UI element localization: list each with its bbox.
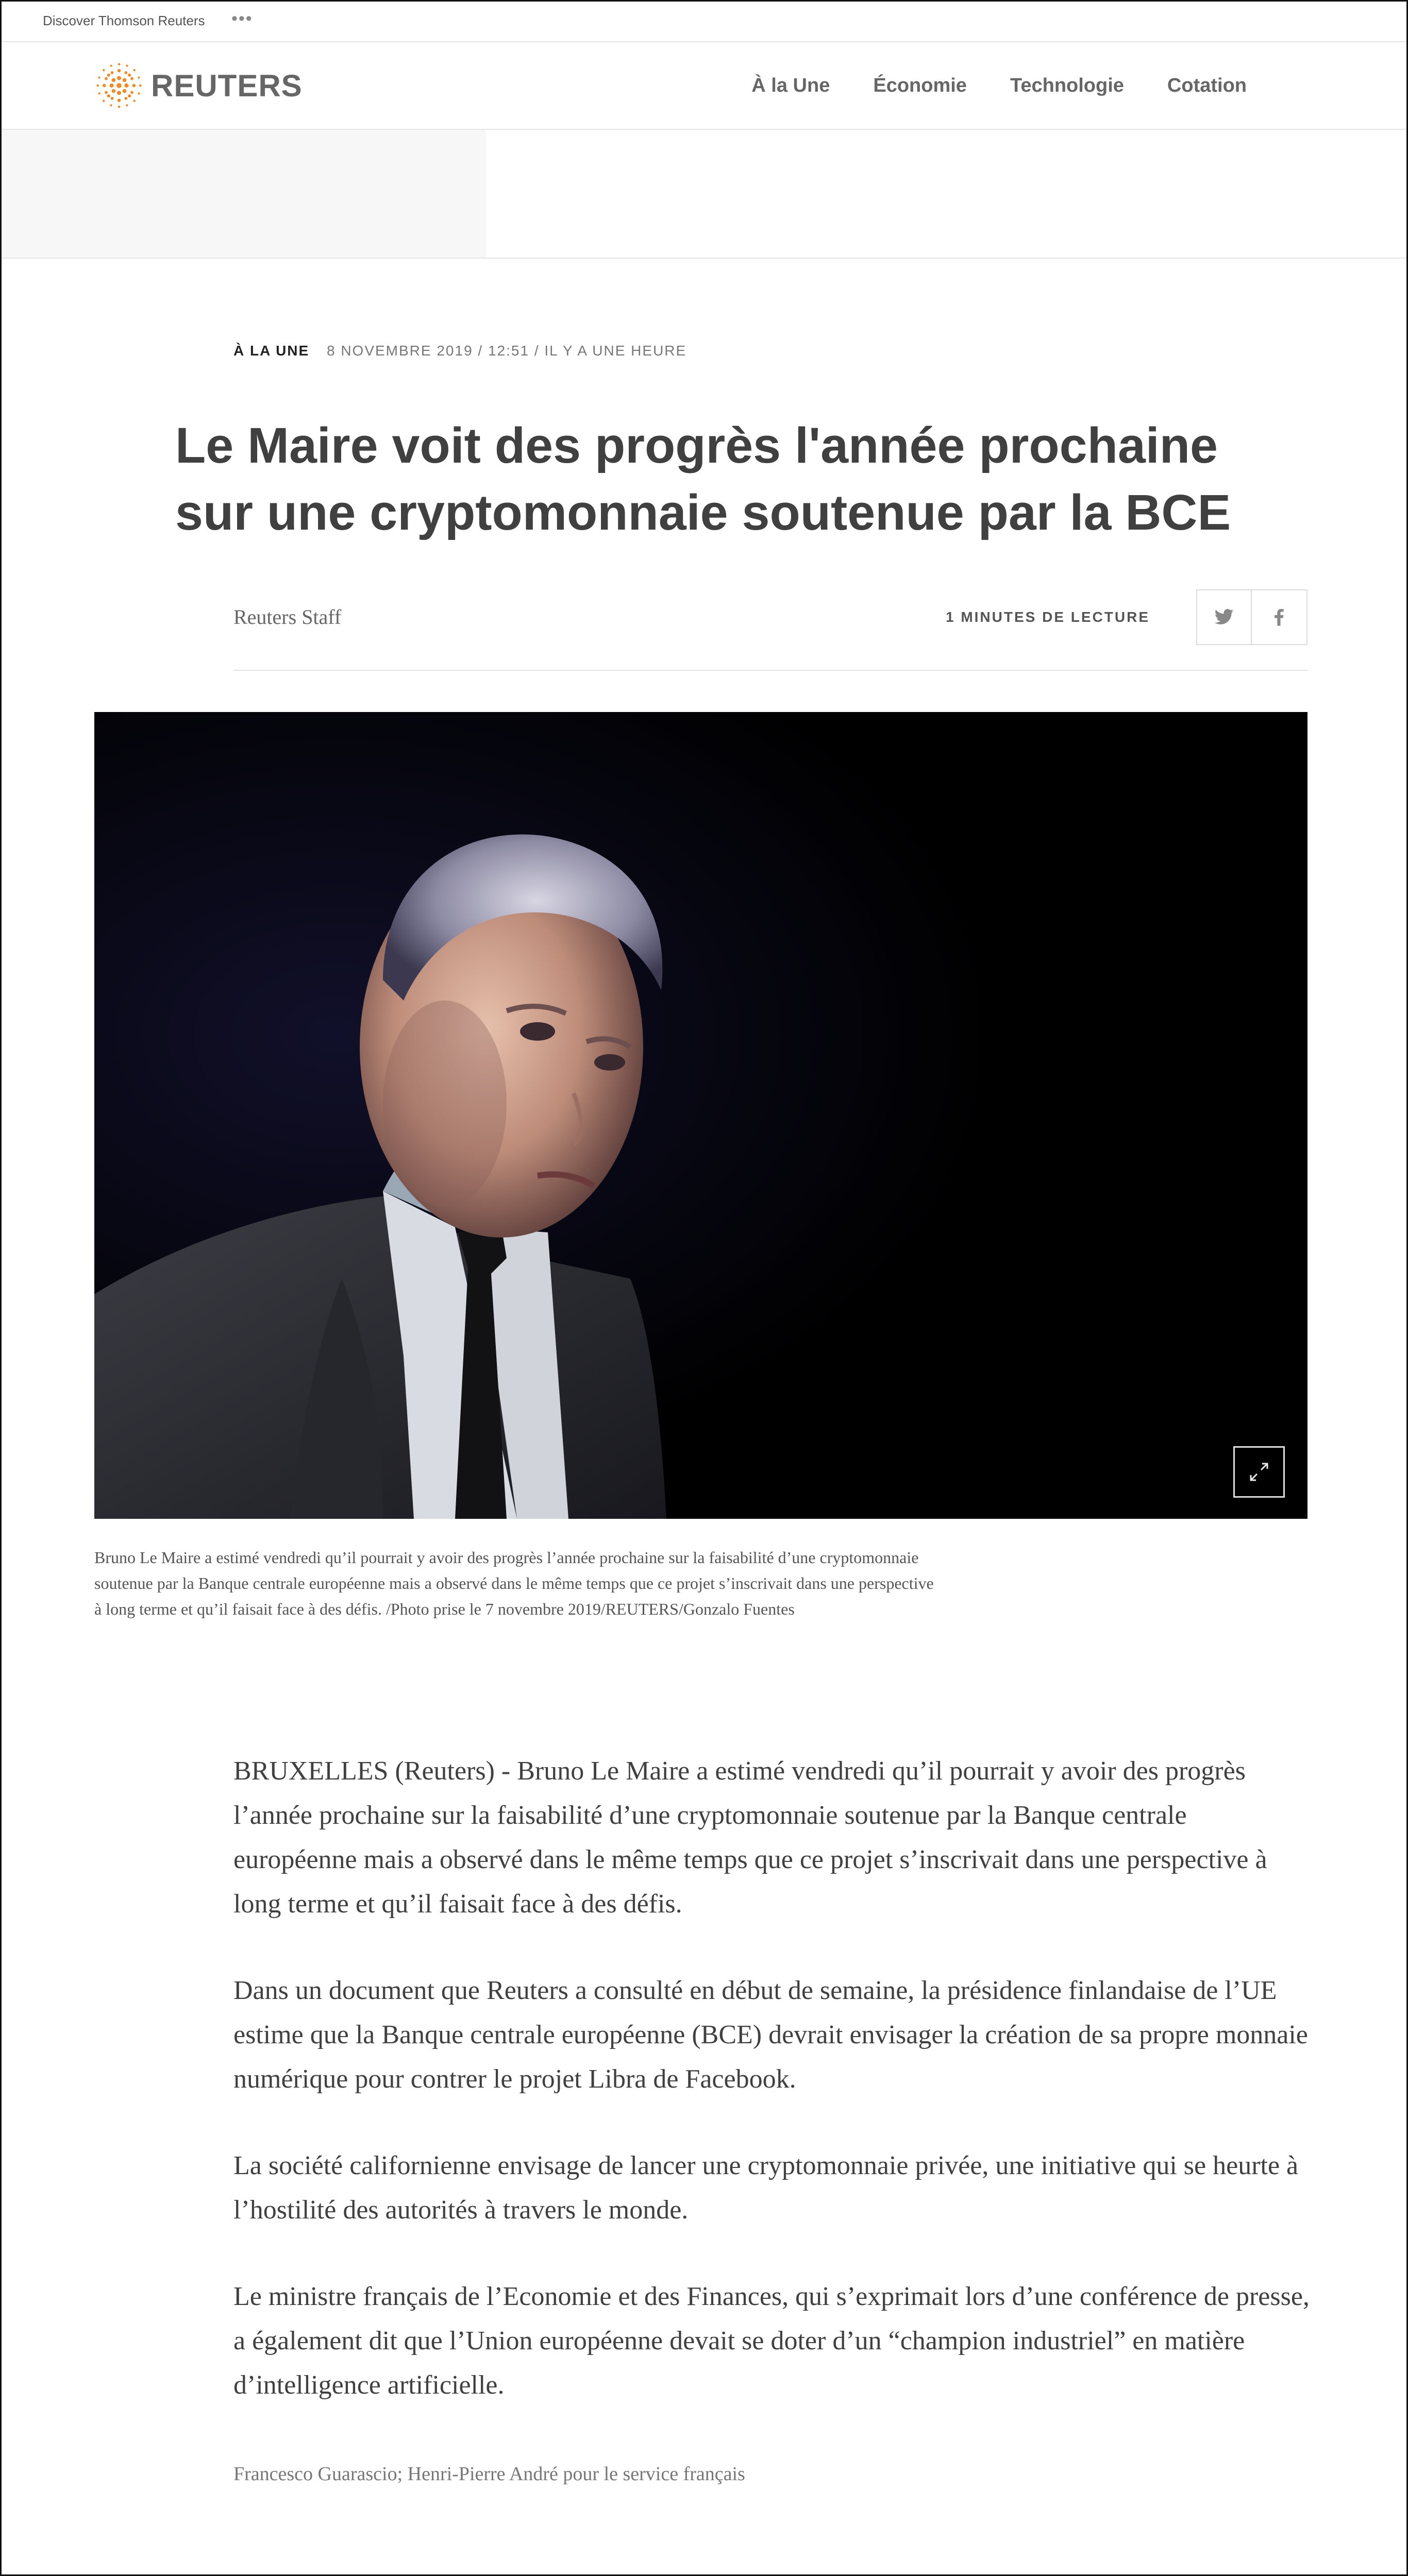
site-header bbox=[2, 42, 1406, 130]
ad-band bbox=[2, 130, 1406, 259]
share-twitter-button[interactable] bbox=[1196, 589, 1252, 645]
photo-expand-button[interactable] bbox=[1233, 1446, 1285, 1498]
discover-bar bbox=[2, 2, 1406, 42]
twitter-icon bbox=[1214, 607, 1234, 628]
nav-item-cotation[interactable]: Cotation bbox=[1167, 74, 1247, 96]
body-paragraph-1: BRUXELLES (Reuters) - Bruno Le Maire a estimé vendredi qu’il pourrait y avoir des progrès l’année prochaine sur la faisabilité d’une cryptomonnaie soutenue par la Banque centrale européenne mais a observé dans le même temps que ce projet s’inscrivait dans une perspective à long terme et qu’il faisait face à des défis. bbox=[233, 1756, 1267, 1919]
article-body bbox=[233, 1749, 1311, 2450]
photo-caption: Bruno Le Maire a estimé vendredi qu’il pourrait y avoir des progrès l’année prochaine sur la faisabilité d’une cryptomonnaie soutenue par la Banque centrale européenne mais a observé dans le même temps que ce projet s’inscrivait dans une perspective à long terme et qu’il faisait face à des défis. /Photo prise le 7 novembre 2019/REUTERS/Gonzalo Fuentes bbox=[94, 1548, 934, 1618]
ad-slot[interactable] bbox=[2, 130, 486, 258]
byline-row bbox=[233, 589, 1308, 671]
nav-item-economie[interactable]: Économie bbox=[873, 74, 967, 96]
ellipsis-icon[interactable]: ••• bbox=[231, 9, 253, 28]
article-headline: Le Maire voit des progrès l'année prochaine sur une cryptomonnaie soutenue par la BCE bbox=[175, 417, 1231, 540]
body-paragraph-4: Le ministre français de l’Economie et des Finances, qui s’exprimait lors d’une conférence de presse, a également dit que l’Union européenne devait se doter d’un “champion industriel” en matière d’intelligence artificielle. bbox=[233, 2282, 1310, 2400]
share-buttons bbox=[1196, 589, 1308, 645]
article-photo[interactable] bbox=[94, 712, 1308, 1519]
discover-thomson-reuters-link[interactable]: Discover Thomson Reuters bbox=[43, 13, 205, 28]
section-label[interactable]: À LA UNE bbox=[233, 343, 310, 359]
article-meta bbox=[233, 343, 686, 359]
facebook-icon bbox=[1269, 607, 1289, 628]
share-facebook-button[interactable] bbox=[1252, 589, 1308, 645]
article-credit: Francesco Guarascio; Henri-Pierre André pour le service français bbox=[233, 2463, 745, 2485]
reuters-wordmark: REUTERS bbox=[151, 68, 303, 103]
reuters-logo[interactable] bbox=[94, 61, 303, 110]
photo-scene bbox=[94, 712, 1308, 1519]
expand-icon bbox=[1244, 1456, 1275, 1487]
reuters-dot-sphere-icon bbox=[94, 61, 144, 110]
body-paragraph-2: Dans un document que Reuters a consulté en début de semaine, la présidence finlandaise de l’UE estime que la Banque centrale européenne (BCE) devrait envisager la création de sa propre monnaie numérique pour contrer le projet Libra de Facebook. bbox=[233, 1976, 1308, 2094]
read-time: 1 MINUTES DE LECTURE bbox=[945, 609, 1150, 625]
body-paragraph-3: La société californienne envisage de lancer une cryptomonnaie privée, une initiative qui se heurte à l’hostilité des autorités à travers le monde. bbox=[233, 2151, 1299, 2225]
dateline: 8 NOVEMBRE 2019 / 12:51 / IL Y A UNE HEURE bbox=[326, 343, 687, 359]
nav-item-a-la-une[interactable]: À la Une bbox=[751, 74, 830, 96]
main-nav bbox=[751, 42, 1247, 129]
nav-item-technologie[interactable]: Technologie bbox=[1010, 74, 1124, 96]
author-name: Reuters Staff bbox=[233, 605, 342, 629]
